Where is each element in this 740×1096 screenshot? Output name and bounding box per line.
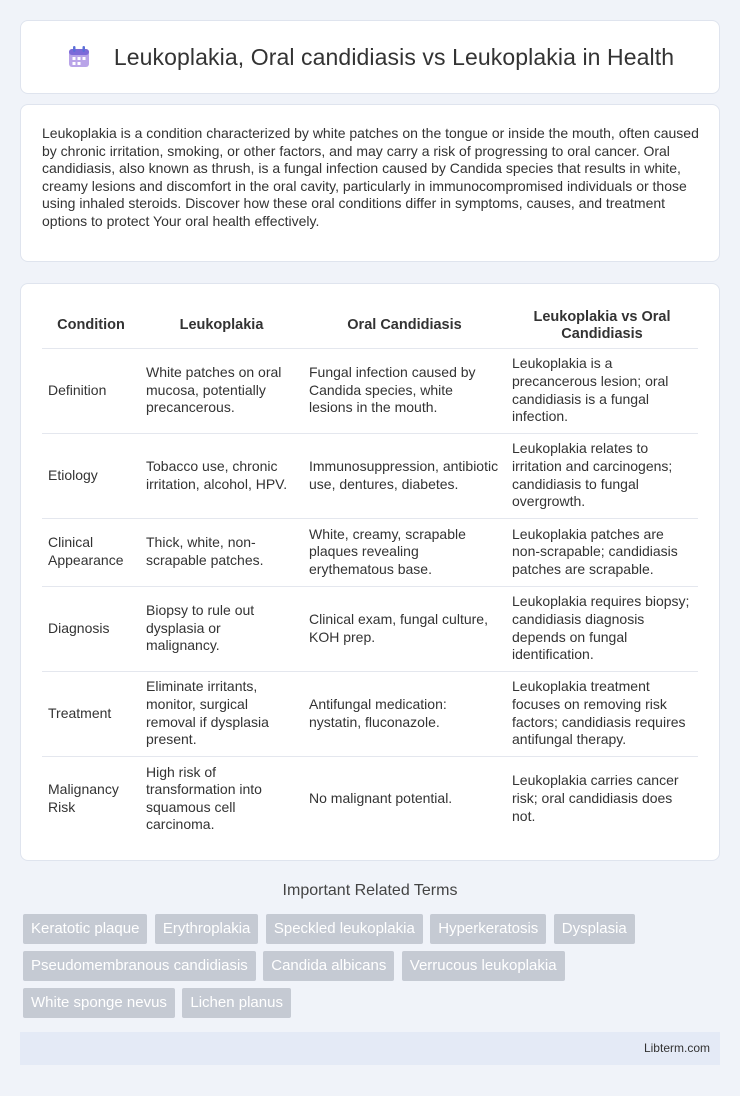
header-leukoplakia: Leukoplakia <box>179 317 264 334</box>
related-term-tag[interactable]: White sponge nevus <box>23 988 175 1018</box>
comparison-table <box>42 304 698 841</box>
header-card <box>20 20 720 94</box>
related-term-tag[interactable]: Candida albicans <box>263 951 394 981</box>
related-term-tag[interactable]: Verrucous leukoplakia <box>402 951 565 981</box>
table-row <box>42 433 698 518</box>
comparison-table-card <box>20 283 720 861</box>
table-header-row <box>42 304 698 348</box>
page-title: Leukoplakia, Oral candidiasis vs Leukoplakia in Health <box>113 43 675 70</box>
intro-card <box>20 104 720 262</box>
cell-leukoplakia: Biopsy to rule out dysplasia or malignancy. <box>140 586 303 671</box>
row-label: Definition <box>42 348 140 433</box>
cell-oral-candidiasis: Antifungal medication: nystatin, fluconazole. <box>303 671 506 756</box>
related-term-tag[interactable]: Keratotic plaque <box>23 914 147 944</box>
cell-comparison: Leukoplakia requires biopsy; candidiasis diagnosis depends on fungal identification. <box>506 586 698 671</box>
related-terms-title: Important Related Terms <box>282 882 458 899</box>
related-term-tag[interactable]: Erythroplakia <box>155 914 259 944</box>
cell-oral-candidiasis: Immunosuppression, antibiotic use, dentures, diabetes. <box>303 433 506 518</box>
cell-leukoplakia: Eliminate irritants, monitor, surgical removal if dysplasia present. <box>140 671 303 756</box>
header-oral-candidiasis: Oral Candidiasis <box>347 317 462 334</box>
related-term-tag[interactable]: Dysplasia <box>554 914 635 944</box>
header-condition: Condition <box>57 317 125 334</box>
row-label: Etiology <box>42 433 140 518</box>
cell-comparison: Leukoplakia patches are non-scrapable; candidiasis patches are scrapable. <box>506 518 698 586</box>
cell-leukoplakia: Tobacco use, chronic irritation, alcohol, HPV. <box>140 433 303 518</box>
row-label: Treatment <box>42 671 140 756</box>
cell-leukoplakia: White patches on oral mucosa, potentially precancerous. <box>140 348 303 433</box>
table-row <box>42 518 698 586</box>
cell-comparison: Leukoplakia treatment focuses on removing risk factors; candidiasis requires antifungal therapy. <box>506 671 698 756</box>
header-comparison: Leukoplakia vs Oral Candidiasis <box>533 308 671 342</box>
table-row <box>42 671 698 756</box>
table-row <box>42 756 698 841</box>
cell-oral-candidiasis: White, creamy, scrapable plaques revealing erythematous base. <box>303 518 506 586</box>
row-label: Diagnosis <box>42 586 140 671</box>
cell-oral-candidiasis: No malignant potential. <box>303 756 506 841</box>
intro-text: Leukoplakia is a condition characterized by white patches on the tongue or inside the mouth, often caused by chronic irritation, smoking, or other factors, and may carry a risk of progressing to oral cancer. Oral candidiasis, also known as thrush, is a fungal infection caused by Candida species that results in white, creamy lesions and discomfort in the oral cavity, particularly in immunocompromised individuals or those using inhaled steroids. Discover how these oral conditions differ in symptoms, causes, and treatment options to protect Your oral health effectively. <box>42 125 699 229</box>
related-terms-list <box>23 914 723 1025</box>
row-label: Clinical Appearance <box>42 518 140 586</box>
cell-comparison: Leukoplakia relates to irritation and carcinogens; candidiasis to fungal overgrowth. <box>506 433 698 518</box>
cell-comparison: Leukoplakia is a precancerous lesion; oral candidiasis is a fungal infection. <box>506 348 698 433</box>
related-term-tag[interactable]: Speckled leukoplakia <box>266 914 423 944</box>
footer <box>20 1032 720 1065</box>
footer-site-link[interactable]: Libterm.com <box>643 1041 710 1055</box>
row-label: Malignancy Risk <box>42 756 140 841</box>
calendar-icon <box>66 44 92 70</box>
cell-comparison: Leukoplakia carries cancer risk; oral candidiasis does not. <box>506 756 698 841</box>
cell-leukoplakia: High risk of transformation into squamous cell carcinoma. <box>140 756 303 841</box>
table-row <box>42 348 698 433</box>
cell-oral-candidiasis: Clinical exam, fungal culture, KOH prep. <box>303 586 506 671</box>
related-term-tag[interactable]: Lichen planus <box>182 988 291 1018</box>
cell-leukoplakia: Thick, white, non-scrapable patches. <box>140 518 303 586</box>
related-term-tag[interactable]: Hyperkeratosis <box>430 914 546 944</box>
cell-oral-candidiasis: Fungal infection caused by Candida species, white lesions in the mouth. <box>303 348 506 433</box>
related-term-tag[interactable]: Pseudomembranous candidiasis <box>23 951 256 981</box>
table-row <box>42 586 698 671</box>
